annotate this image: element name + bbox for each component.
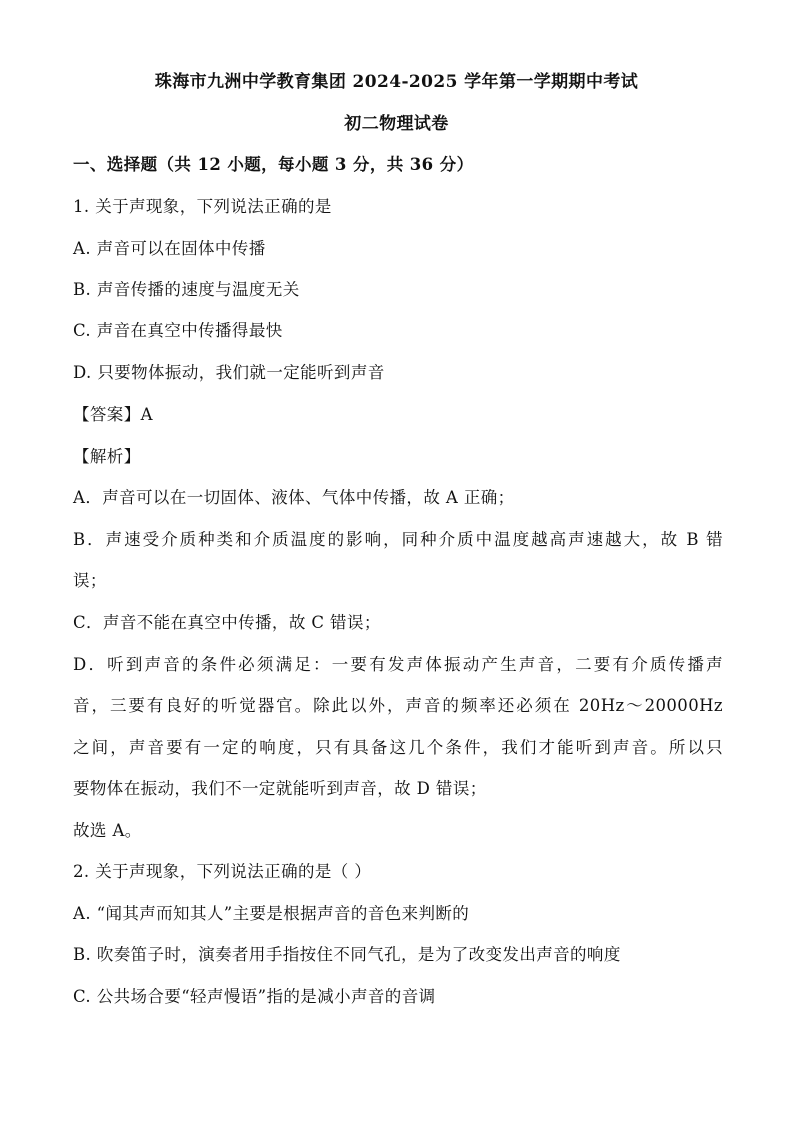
exam-subtitle: 初二物理试卷 xyxy=(344,114,449,134)
analysis-line: A．声音可以在一切固体、液体、气体中传播，故 A 正确； xyxy=(73,488,515,507)
analysis-line: 之间，声音要有一定的响度，只有具备这几个条件，我们才能听到声音。所以只 xyxy=(73,738,723,757)
question-2-stem: 2. 关于声现象，下列说法正确的是（ ） xyxy=(73,862,372,881)
analysis-line: D．听到声音的条件必须满足：一要有发声体振动产生声音，二要有介质传播声 xyxy=(73,655,723,674)
analysis-line: 音，三要有良好的听觉器官。除此以外，声音的频率还必须在 20Hz～20000Hz xyxy=(73,696,723,715)
question-2-option-c: C. 公共场合要“轻声慢语”指的是减小声音的音调 xyxy=(73,987,436,1006)
section-heading: 一、选择题（共 12 小题，每小题 3 分，共 36 分） xyxy=(73,155,474,174)
analysis-line: C．声音不能在真空中传播，故 C 错误； xyxy=(73,613,381,632)
question-1-analysis-label: 【解析】 xyxy=(73,447,141,466)
question-1-option-a: A. 声音可以在固体中传播 xyxy=(73,239,266,258)
question-1-stem: 1. 关于声现象，下列说法正确的是 xyxy=(73,197,332,216)
question-2-option-b: B. 吹奏笛子时，演奏者用手指按住不同气孔，是为了改变发出声音的响度 xyxy=(73,945,621,964)
question-1-option-c: C. 声音在真空中传播得最快 xyxy=(73,321,283,340)
question-1-option-d: D. 只要物体振动，我们就一定能听到声音 xyxy=(73,363,385,382)
question-1-answer: 【答案】A xyxy=(73,405,153,424)
analysis-line: 要物体在振动，我们不一定就能听到声音，故 D 错误； xyxy=(73,779,487,798)
analysis-line: B．声速受介质种类和介质温度的影响，同种介质中温度越高声速越大，故 B 错 xyxy=(73,530,723,549)
question-2-option-a: A. “闻其声而知其人”主要是根据声音的音色来判断的 xyxy=(73,904,470,923)
analysis-conclusion: 故选 A。 xyxy=(73,821,142,840)
exam-title: 珠海市九洲中学教育集团 2024-2025 学年第一学期期中考试 xyxy=(154,72,639,92)
question-1-option-b: B. 声音传播的速度与温度无关 xyxy=(73,280,300,299)
analysis-line: 误； xyxy=(73,571,107,590)
